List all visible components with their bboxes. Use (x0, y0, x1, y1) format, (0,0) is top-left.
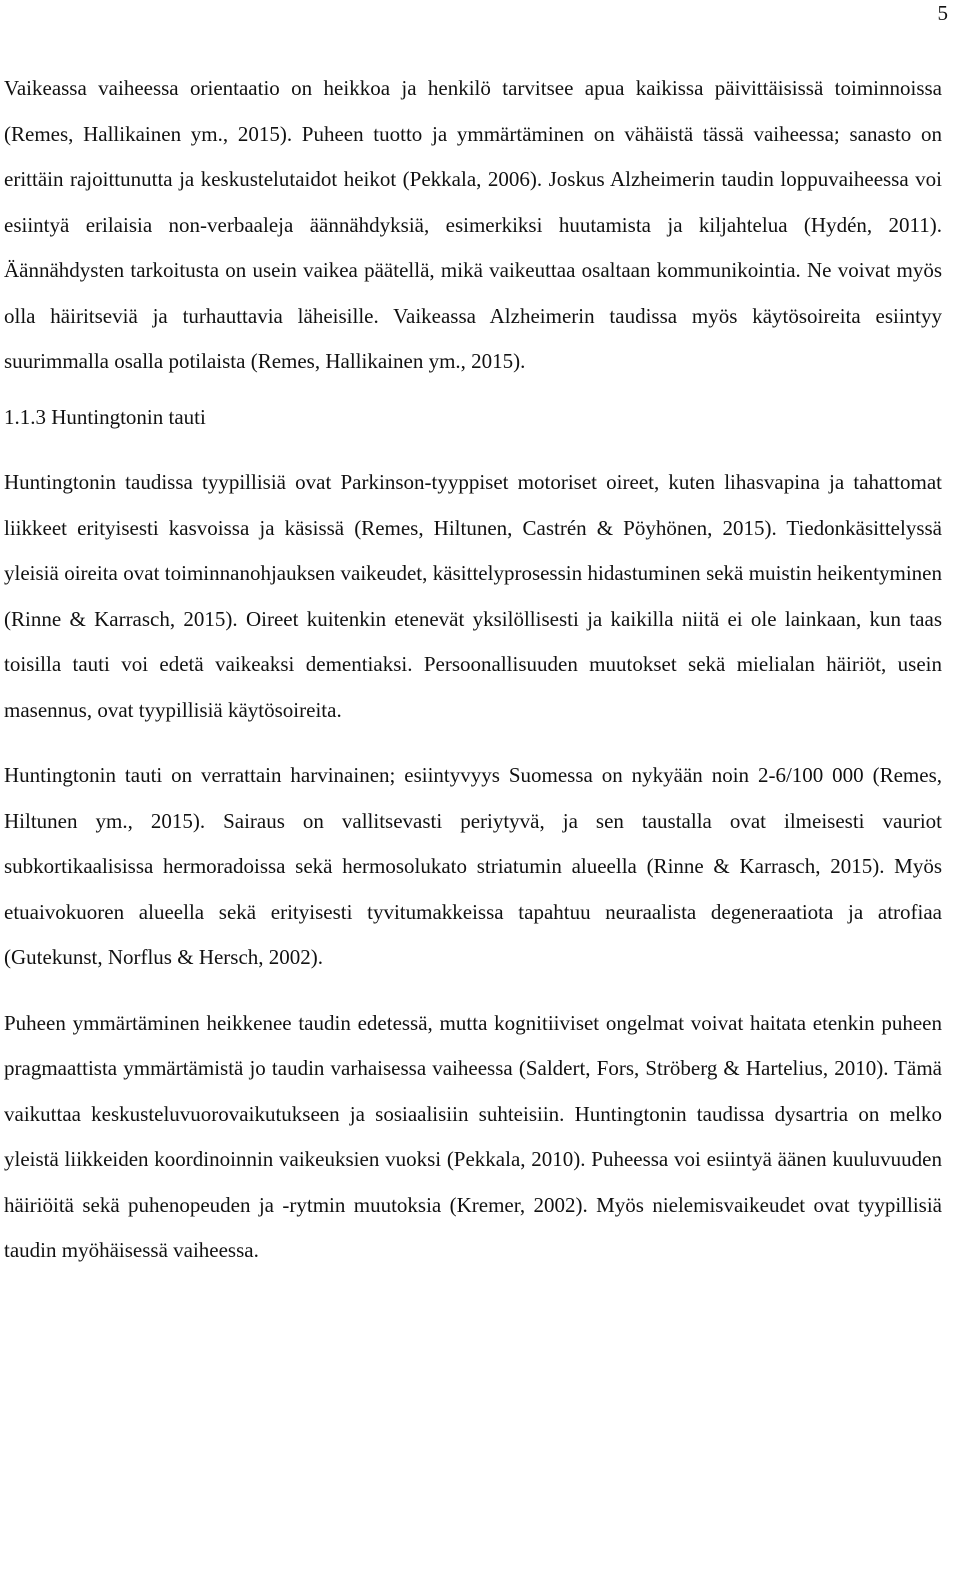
paragraph-huntington-symptoms: Huntingtonin taudissa tyypillisiä ovat Parkinson-tyyppiset motoriset oireet, kuten lihasvapina ja tahattomat liikkeet erityisesti kasvoissa ja käsissä (Remes, Hiltunen, Castrén & Pöyhönen, 2015). Tiedonkäsittelyssä yleisiä oireita ovat toiminnanohjauksen vaikeudet, käsittelyprosessin hidastuminen sekä muistin heikentyminen (Rinne & Karrasch, 2015). Oireet kuitenkin etenevät yksilöllisesti ja kaikilla niitä ei ole lainkaan, kun taas toisilla tauti voi edetä vaikeaksi dementiaksi. Persoonallisuuden muutokset sekä mielialan häiriöt, usein masennus, ovat tyypillisiä käytösoireita. (4, 470, 942, 722)
document-body (4, 66, 942, 1274)
paragraph-huntington-speech: Puheen ymmärtäminen heikkenee taudin edetessä, mutta kognitiiviset ongelmat voivat haitata etenkin puheen pragmaattista ymmärtämistä jo taudin varhaisessa vaiheessa (Saldert, Fors, Ströberg & Hartelius, 2010). Tämä vaikuttaa keskusteluvuorovaikutukseen ja sosiaalisiin suhteisiin. Huntingtonin taudissa dysartria on melko yleistä liikkeiden koordinoinnin vaikeuksien vuoksi (Pekkala, 2010). Puheessa voi esiintyä äänen kuuluvuuden häiriöitä sekä puhenopeuden ja -rytmin muutoksia (Kremer, 2002). Myös nielemisvaikeudet ovat tyypillisiä taudin myöhäisessä vaiheessa. (4, 1010, 942, 1262)
section-heading-huntington: 1.1.3 Huntingtonin tauti (4, 404, 206, 429)
paragraph-huntington-prevalence: Huntingtonin tauti on verrattain harvinainen; esiintyvyys Suomessa on nykyään noin 2-6/100 000 (Remes, Hiltunen ym., 2015). Sairaus on vallitsevasti periytyvä, ja sen taustalla ovat ilmeisesti vauriot subkortikaalisissa hermoradoissa sekä hermosolukato striatumin alueella (Rinne & Karrasch, 2015). Myös etuaivokuoren alueella sekä erityisesti tyvitumakkeissa tapahtuu neuraalista degeneraatiota ja atrofiaa (Gutekunst, Norflus & Hersch, 2002). (4, 763, 942, 969)
paragraph-severe-stage: Vaikeassa vaiheessa orientaatio on heikkoa ja henkilö tarvitsee apua kaikissa päivittäisissä toiminnoissa (Remes, Hallikainen ym., 2015). Puheen tuotto ja ymmärtäminen on vähäistä tässä vaiheessa; sanasto on erittäin rajoittunutta ja keskustelutaidot heikot (Pekkala, 2006). Joskus Alzheimerin taudin loppuvaiheessa voi esiintyä erilaisia non-verbaaleja äännähdyksiä, esimerkiksi huutamista ja kiljahtelua (Hydén, 2011). Äännähdysten tarkoitusta on usein vaikea päätellä, mikä vaikeuttaa osaltaan kommunikointia. Ne voivat myös olla häiritseviä ja turhauttavia läheisille. Vaikeassa Alzheimerin taudissa myös käytösoireita esiintyy suurimmalla osalla potilaista (Remes, Hallikainen ym., 2015). (4, 76, 942, 373)
page-number: 5 (937, 1, 948, 25)
